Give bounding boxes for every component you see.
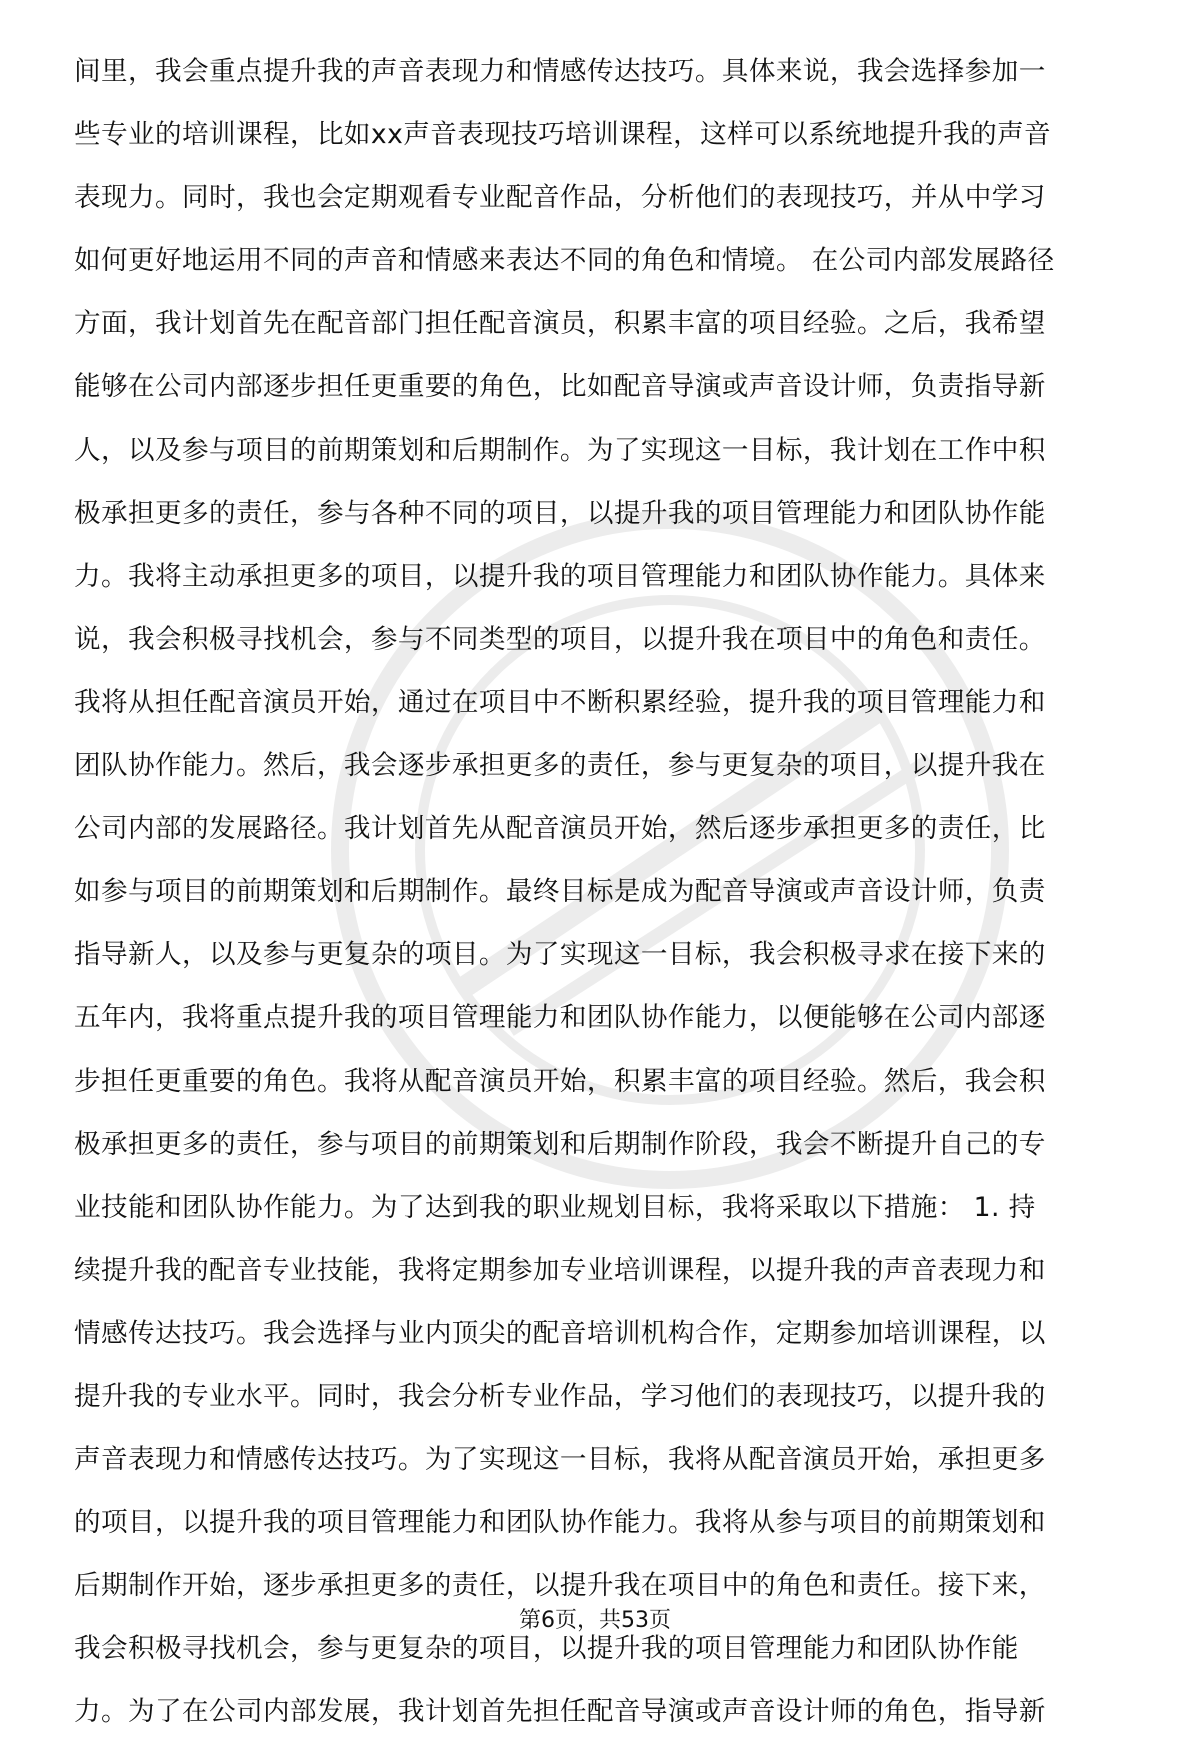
text-line: 极承担更多的责任，参与各种不同的项目，以提升我的项目管理能力和团队协作能: [74, 497, 1046, 529]
text-line: 业技能和团队协作能力。为了达到我的职业规划目标，我将采取以下措施： 1. 持: [74, 1191, 1036, 1223]
text-line: 的项目，以提升我的项目管理能力和团队协作能力。我将从参与项目的前期策划和: [74, 1507, 1046, 1539]
text-line: 公司内部的发展路径。我计划首先从配音演员开始，然后逐步承担更多的责任，比: [74, 813, 1046, 845]
text-line: 我会积极寻找机会，参与更复杂的项目，以提升我的项目管理能力和团队协作能: [74, 1633, 1019, 1665]
text-line: 表现力。同时，我也会定期观看专业配音作品，分析他们的表现技巧，并从中学习: [74, 182, 1046, 214]
text-line: 力。我将主动承担更多的项目，以提升我的项目管理能力和团队协作能力。具体来: [74, 560, 1046, 592]
text-line: 我将从担任配音演员开始，通过在项目中不断积累经验，提升我的项目管理能力和: [74, 686, 1046, 718]
text-line: 些专业的培训课程，比如xx声音表现技巧培训课程，这样可以系统地提升我的声音: [74, 119, 1052, 151]
text-line: 步担任更重要的角色。我将从配音演员开始，积累丰富的项目经验。然后，我会积: [74, 1065, 1046, 1097]
text-line: 提升我的专业水平。同时，我会分析专业作品，学习他们的表现技巧，以提升我的: [74, 1380, 1046, 1412]
text-line: 声音表现力和情感传达技巧。为了实现这一目标，我将从配音演员开始，承担更多: [74, 1444, 1046, 1476]
text-line: 力。为了在公司内部发展，我计划首先担任配音导演或声音设计师的角色，指导新: [74, 1696, 1046, 1728]
text-line: 人，以及参与项目的前期策划和后期制作。为了实现这一目标，我计划在工作中积: [74, 434, 1046, 466]
text-line: 团队协作能力。然后，我会逐步承担更多的责任，参与更复杂的项目，以提升我在: [74, 750, 1046, 782]
text-line: 方面，我计划首先在配音部门担任配音演员，积累丰富的项目经验。之后，我希望: [74, 308, 1046, 340]
text-line: 间里，我会重点提升我的声音表现力和情感传达技巧。具体来说，我会选择参加一: [74, 56, 1046, 87]
text-line: 能够在公司内部逐步担任更重要的角色，比如配音导演或声音设计师，负责指导新: [74, 371, 1046, 403]
page-number-footer: 第6页，共53页: [519, 1608, 671, 1633]
text-line: 说，我会积极寻找机会，参与不同类型的项目，以提升我在项目中的角色和责任。: [74, 623, 1046, 655]
body-text: [74, 40, 1124, 1744]
text-line: 如何更好地运用不同的声音和情感来表达不同的角色和情境。 在公司内部发展路径: [74, 245, 1055, 277]
text-line: 续提升我的配音专业技能，我将定期参加专业培训课程，以提升我的声音表现力和: [74, 1254, 1046, 1286]
text-line: 情感传达技巧。我会选择与业内顶尖的配音培训机构合作，定期参加培训课程，以: [74, 1317, 1046, 1349]
text-line: 指导新人，以及参与更复杂的项目。为了实现这一目标，我会积极寻求在接下来的: [74, 939, 1046, 971]
text-line: 五年内，我将重点提升我的项目管理能力和团队协作能力，以便能够在公司内部逐: [74, 1002, 1046, 1034]
text-line: 后期制作开始，逐步承担更多的责任，以提升我在项目中的角色和责任。接下来，: [74, 1570, 1046, 1602]
text-line: 如参与项目的前期策划和后期制作。最终目标是成为配音导演或声音设计师，负责: [74, 876, 1046, 908]
text-line: 极承担更多的责任，参与项目的前期策划和后期制作阶段，我会不断提升自己的专: [74, 1128, 1046, 1160]
